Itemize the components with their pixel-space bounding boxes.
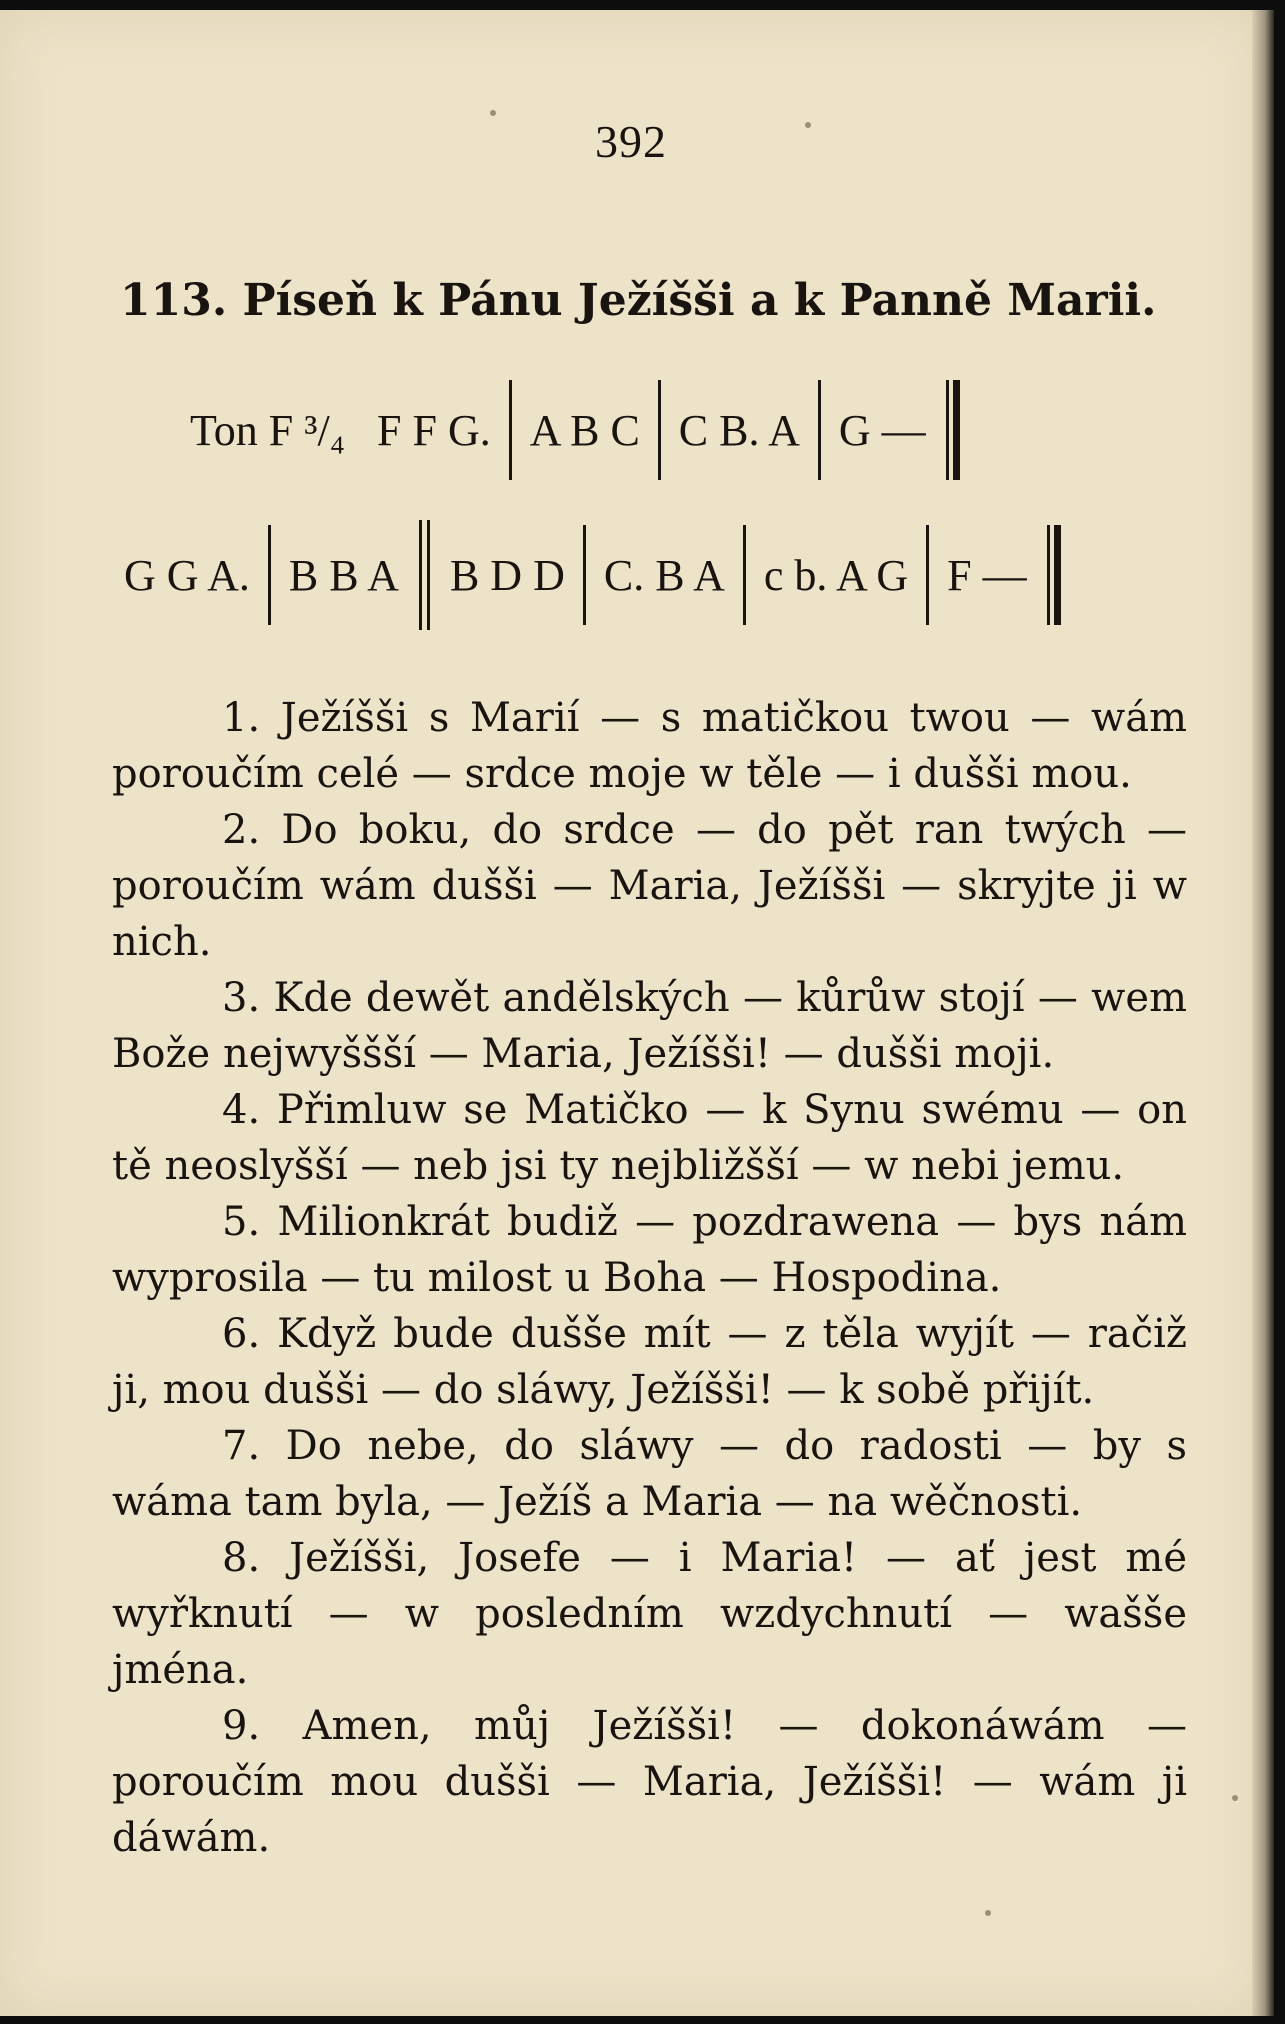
- stanza: 1. Ježíšši s Marií — s matičkou twou — wám poroučím celé — srdce moje w těle — i dušši mou.: [112, 695, 1187, 797]
- stanza: 5. Milionkrát budiž — pozdrawena — bys nám wyprosila — tu milost u Boha — Hospodina.: [112, 1199, 1187, 1301]
- bar-line: [268, 525, 271, 625]
- notation-segment: G G A.: [124, 550, 250, 600]
- stanza: 4. Přimluw se Matičko — k Synu swému — on tě neoslyšší — neb jsi ty nejbližšší — w nebi jemu.: [112, 1087, 1187, 1189]
- melody-notation-line-1: [190, 380, 960, 480]
- stanza: 2. Do boku, do srdce — do pět ran twých — poroučím wám dušši — Maria, Ježíšši — skryjte ji w nich.: [112, 807, 1187, 965]
- book-page: [0, 10, 1262, 2016]
- double-bar-line: [946, 380, 960, 480]
- stanza: 3. Kde dewět andělských — kůrůw stojí — wem Bože nejwyššší — Maria, Ježíšši! — dušši moji.: [112, 975, 1187, 1077]
- hymn-title: 113. Píseň k Pánu Ježíšši a k Panně Marii.: [120, 275, 1157, 326]
- page-number: 392: [595, 116, 667, 167]
- notation-segment: A B C: [529, 405, 640, 455]
- hymn-stanzas: [112, 690, 1187, 1866]
- melody-notation-line-2: [110, 520, 1061, 630]
- bar-line: [926, 525, 929, 625]
- bar-line: [743, 525, 746, 625]
- notation-segment: G —: [838, 405, 926, 455]
- notation-segment: C B. A: [678, 405, 800, 455]
- notation-segment: F —: [947, 550, 1027, 600]
- paper-speck: [805, 122, 811, 128]
- bar-line: [658, 380, 661, 480]
- final-double-bar-line: [1047, 525, 1061, 625]
- stanza: 9. Amen, můj Ježíšši! — dokonáwám — poroučím mou dušši — Maria, Ježíšši! — wám ji dáwám.: [112, 1703, 1187, 1861]
- double-bar-line: [419, 520, 430, 630]
- stanza: 8. Ježíšši, Josefe — i Maria! — ať jest mé wyřknutí — w posledním wzdychnutí — wašše jména.: [112, 1535, 1187, 1693]
- stanza: 7. Do nebe, do sláwy — do radosti — by s wáma tam byla, — Ježíš a Maria — na wěčnosti.: [112, 1423, 1187, 1525]
- paper-speck: [490, 110, 496, 116]
- paper-speck: [1232, 1795, 1238, 1801]
- bar-line: [818, 380, 821, 480]
- notation-segment: C. B A: [603, 550, 725, 600]
- bar-line: [583, 525, 586, 625]
- page-gutter: [1252, 10, 1274, 2016]
- stanza: 6. Když bude dušše mít — z těla wyjít — račiž ji, mou dušši — do sláwy, Ježíšši! — k sobě přijít.: [112, 1311, 1187, 1413]
- paper-speck: [985, 1910, 991, 1916]
- notation-segment: F F G.: [377, 405, 491, 455]
- notation-segment: B D D: [449, 550, 565, 600]
- key-signature-label: Ton F ³/₄: [190, 405, 346, 455]
- bar-line: [509, 380, 512, 480]
- notation-segment: c b. A G: [763, 550, 909, 600]
- notation-segment: B B A: [288, 550, 399, 600]
